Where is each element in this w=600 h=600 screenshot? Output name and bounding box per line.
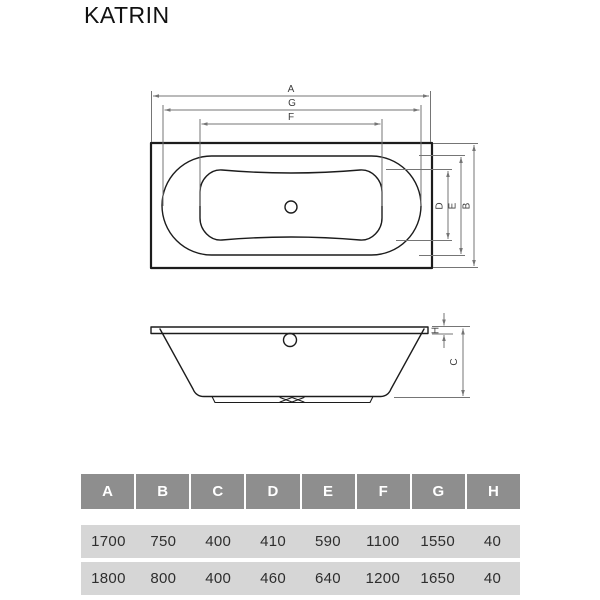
table-row-size-1700 — [81, 525, 520, 558]
drain-icon — [285, 201, 297, 213]
cell-e: 590 — [314, 533, 341, 550]
cell-c: 400 — [205, 570, 232, 587]
tub-rim-lip — [151, 327, 428, 334]
col-header-a: A — [81, 474, 134, 509]
overflow-icon — [284, 334, 297, 347]
cell-e: 640 — [314, 570, 341, 587]
col-header-f: F — [357, 474, 410, 509]
dim-label-g: G — [288, 98, 296, 109]
cell-d: 410 — [260, 533, 287, 550]
table-row-size-1800 — [81, 562, 520, 595]
dim-line-h — [431, 313, 471, 348]
col-header-e: E — [302, 474, 355, 509]
bathtub-side-view — [151, 313, 470, 403]
dimension-table — [81, 474, 520, 595]
col-header-c: C — [191, 474, 244, 509]
cell-f: 1100 — [366, 533, 400, 550]
cell-f: 1200 — [365, 570, 401, 587]
cell-h: 40 — [483, 570, 502, 587]
cell-a: 1700 — [91, 533, 126, 550]
col-header-h: H — [467, 474, 520, 509]
bathtub-top-view — [151, 84, 478, 268]
product-title: KATRIN — [84, 2, 170, 28]
dim-label-e: E — [447, 202, 459, 210]
dim-label-b: B — [461, 202, 473, 210]
cell-b: 800 — [150, 570, 177, 587]
dim-label-h: H — [430, 326, 442, 335]
dim-label-f: F — [287, 112, 295, 123]
cell-h: 40 — [483, 533, 502, 550]
dim-label-a: A — [287, 84, 295, 95]
cell-a: 1800 — [91, 570, 126, 587]
cell-c: 400 — [205, 533, 232, 550]
dimension-table-header — [81, 474, 520, 509]
dim-label-c: C — [449, 358, 460, 366]
cell-g: 1650 — [420, 570, 455, 587]
tub-outer-edge — [151, 143, 432, 268]
tub-basin — [200, 170, 382, 240]
cell-g: 1550 — [420, 533, 455, 550]
tub-base-drain-detail — [280, 398, 304, 403]
dim-line-f — [200, 112, 382, 206]
col-header-g: G — [412, 474, 465, 509]
dim-line-d — [386, 170, 452, 241]
tub-body-profile — [160, 329, 424, 397]
col-header-d: D — [246, 474, 299, 509]
cell-d: 460 — [260, 570, 287, 587]
col-header-b: B — [136, 474, 189, 509]
dim-label-d: D — [434, 202, 446, 210]
cell-b: 750 — [150, 533, 177, 550]
